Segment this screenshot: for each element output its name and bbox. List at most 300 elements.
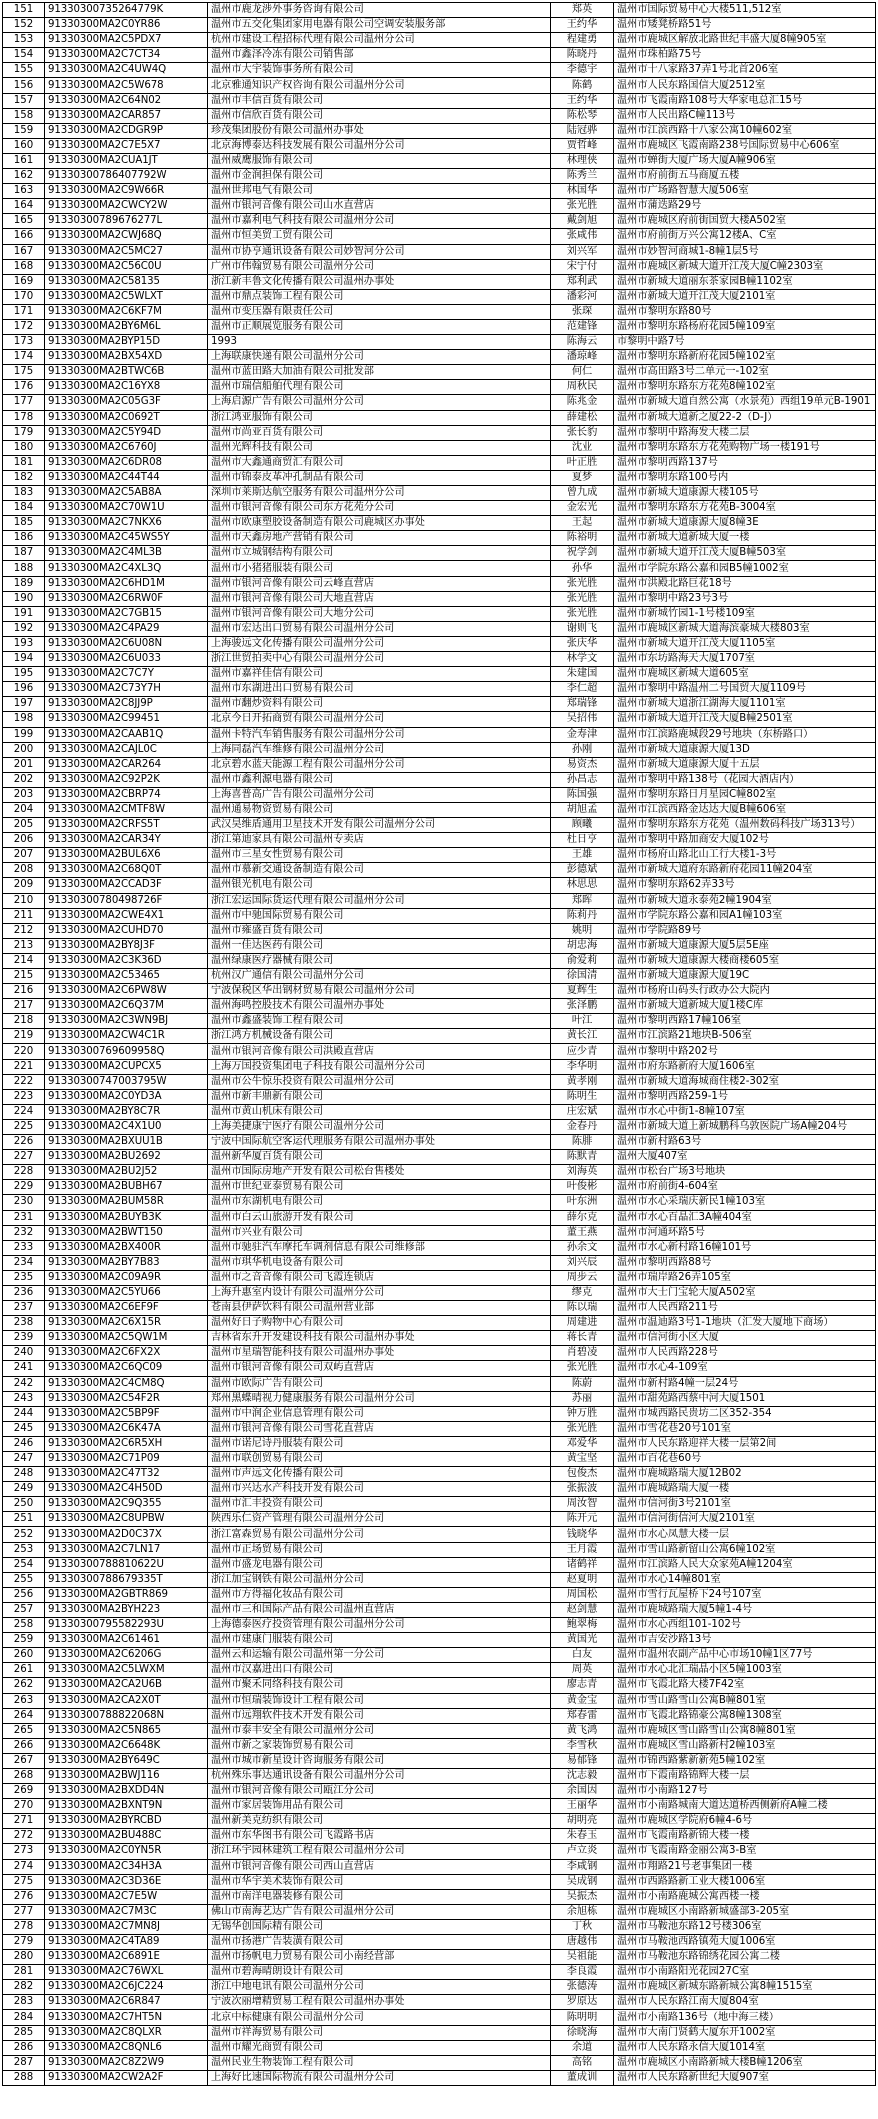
legal-person-cell: 余旭栋: [551, 1904, 614, 1919]
company-name-cell: 温州市兴达水产科技开发有限公司: [208, 1482, 551, 1497]
table-row: [3, 1618, 876, 1633]
legal-person-cell: 何仁: [551, 365, 614, 380]
table-row: [3, 1980, 876, 1995]
row-number-cell: 167: [3, 244, 45, 259]
row-number-cell: 264: [3, 1708, 45, 1723]
legal-person-cell: 应少青: [551, 1044, 614, 1059]
row-number-cell: 278: [3, 1919, 45, 1934]
row-number-cell: 160: [3, 138, 45, 153]
row-number-cell: 153: [3, 33, 45, 48]
table-row: [3, 274, 876, 289]
company-name-cell: 温州市中润企业信息管理有限公司: [208, 1406, 551, 1421]
credit-code-cell: 91330300MA2CWJ68Q: [45, 229, 208, 244]
table-row: [3, 938, 876, 953]
legal-person-cell: 俞爱莉: [551, 953, 614, 968]
company-name-cell: 温州市欧际广告有限公司: [208, 1376, 551, 1391]
row-number-cell: 285: [3, 2025, 45, 2040]
legal-person-cell: 张德涛: [551, 1980, 614, 1995]
company-name-cell: 温州市家居装饰用品有限公司: [208, 1799, 551, 1814]
table-body: [3, 3, 876, 2086]
legal-person-cell: 王起: [551, 516, 614, 531]
legal-person-cell: 曾九成: [551, 486, 614, 501]
company-name-cell: 上海骏远文化传播有限公司温州分公司: [208, 636, 551, 651]
legal-person-cell: 余道: [551, 2040, 614, 2055]
address-cell: 温州市飞霞北路锦豪公寓8幢1308室: [614, 1708, 876, 1723]
company-name-cell: 温州市之音音像有限公司飞霞连锁店: [208, 1270, 551, 1285]
table-row: [3, 1361, 876, 1376]
company-name-cell: 温州市中驰国际贸易有限公司: [208, 908, 551, 923]
row-number-cell: 244: [3, 1406, 45, 1421]
credit-code-cell: 91330300MA2BX400R: [45, 1240, 208, 1255]
table-row: [3, 1497, 876, 1512]
credit-code-cell: 91330300MA2C92P2K: [45, 772, 208, 787]
table-row: [3, 1301, 876, 1316]
legal-person-cell: 郑瑞锋: [551, 697, 614, 712]
credit-code-cell: 91330300MA2CA2X0T: [45, 1693, 208, 1708]
legal-person-cell: 薛建松: [551, 410, 614, 425]
address-cell: 温州市新城大道自然公寓（水景苑）西组19单元B-1901: [614, 395, 876, 410]
legal-person-cell: 白友: [551, 1648, 614, 1663]
credit-code-cell: 91330300MA2C8QLXR: [45, 2025, 208, 2040]
company-name-cell: 温州市远翔软件技术开发有限公司: [208, 1708, 551, 1723]
legal-person-cell: 陈腓: [551, 1135, 614, 1150]
credit-code-cell: 91330300MA2C0YR86: [45, 18, 208, 33]
legal-person-cell: 李良霞: [551, 1965, 614, 1980]
credit-code-cell: 91330300MA2C64N02: [45, 93, 208, 108]
table-row: [3, 546, 876, 561]
address-cell: 温州市水心新村路16幢101号: [614, 1240, 876, 1255]
table-row: [3, 727, 876, 742]
row-number-cell: 200: [3, 742, 45, 757]
table-row: [3, 1738, 876, 1753]
credit-code-cell: 91330300MA2C6EF9F: [45, 1301, 208, 1316]
table-row: [3, 259, 876, 274]
credit-code-cell: 91330300MA2BYRCBD: [45, 1814, 208, 1829]
company-name-cell: 温州世邦电气有限公司: [208, 184, 551, 199]
address-cell: 温州市高田路3号二单元一-102室: [614, 365, 876, 380]
row-number-cell: 162: [3, 169, 45, 184]
table-row: [3, 1814, 876, 1829]
address-cell: 温州市水心14幢801室: [614, 1572, 876, 1587]
table-row: [3, 350, 876, 365]
credit-code-cell: 91330300MA2C7MN8J: [45, 1919, 208, 1934]
address-cell: 市黎明中路7号: [614, 335, 876, 350]
credit-code-cell: 91330300MA2C8Z2W9: [45, 2055, 208, 2070]
company-name-cell: 宁波次丽增精贸易工程有限公司温州办事处: [208, 1995, 551, 2010]
legal-person-cell: 钟万胜: [551, 1406, 614, 1421]
table-row: [3, 1391, 876, 1406]
company-name-cell: 上海升惠室内设计有限公司温州分公司: [208, 1285, 551, 1300]
row-number-cell: 205: [3, 818, 45, 833]
company-name-cell: 苍南县伊萨饮料有限公司温州营业部: [208, 1301, 551, 1316]
address-cell: 温州市府前街五马商厦五楼: [614, 169, 876, 184]
company-name-cell: 浙江中地电讯有限公司温州分公司: [208, 1980, 551, 1995]
credit-code-cell: 91330300MA2C4X1U0: [45, 1119, 208, 1134]
legal-person-cell: 金宏光: [551, 501, 614, 516]
address-cell: 温州市黎明东路东方花苑B-3004室: [614, 501, 876, 516]
credit-code-cell: 91330300MA2C16YX8: [45, 380, 208, 395]
company-name-cell: 温州市尚亚百货有限公司: [208, 425, 551, 440]
table-row: [3, 1255, 876, 1270]
row-number-cell: 252: [3, 1527, 45, 1542]
row-number-cell: 196: [3, 682, 45, 697]
table-row: [3, 380, 876, 395]
address-cell: 温州市飞霞南路新锦大楼一楼: [614, 1829, 876, 1844]
legal-person-cell: 张光胜: [551, 1421, 614, 1436]
credit-code-cell: 91330300786407792W: [45, 169, 208, 184]
company-name-cell: 温州市三星女性贸易有限公司: [208, 848, 551, 863]
address-cell: 温州市黎明西路88号: [614, 1255, 876, 1270]
credit-code-cell: 91330300MA2BU2692: [45, 1150, 208, 1165]
company-name-cell: 温州市锦泰皮革冲孔制品有限公司: [208, 470, 551, 485]
row-number-cell: 185: [3, 516, 45, 531]
row-number-cell: 262: [3, 1678, 45, 1693]
row-number-cell: 236: [3, 1285, 45, 1300]
table-row: [3, 1421, 876, 1436]
legal-person-cell: 金春丹: [551, 1119, 614, 1134]
legal-person-cell: 黄飞鸿: [551, 1723, 614, 1738]
company-name-cell: 温州市鼎点装饰工程有限公司: [208, 289, 551, 304]
legal-person-cell: 朱建国: [551, 667, 614, 682]
address-cell: 温州市黎明东路东方花苑8幢102室: [614, 380, 876, 395]
address-cell: 温州市新城大道康源大厦19C: [614, 969, 876, 984]
table-row: [3, 1089, 876, 1104]
company-name-cell: 温州市兴业有限公司: [208, 1225, 551, 1240]
credit-code-cell: 91330300MA2C8JJ9P: [45, 697, 208, 712]
row-number-cell: 251: [3, 1512, 45, 1527]
address-cell: 温州市水心中街1-8幢107室: [614, 1104, 876, 1119]
table-row: [3, 319, 876, 334]
credit-code-cell: 91330300MA2BU488C: [45, 1829, 208, 1844]
table-row: [3, 1210, 876, 1225]
table-row: [3, 2040, 876, 2055]
row-number-cell: 207: [3, 848, 45, 863]
company-name-cell: 温州市新之家装饰贸易有限公司: [208, 1738, 551, 1753]
table-row: [3, 878, 876, 893]
credit-code-cell: 91330300MA2C5N865: [45, 1723, 208, 1738]
row-number-cell: 157: [3, 93, 45, 108]
company-name-cell: 温州绿康医疗器械有限公司: [208, 953, 551, 968]
legal-person-cell: 吴振杰: [551, 1889, 614, 1904]
address-cell: 温州市新城竹园1-1号楼109室: [614, 606, 876, 621]
row-number-cell: 232: [3, 1225, 45, 1240]
row-number-cell: 223: [3, 1089, 45, 1104]
row-number-cell: 274: [3, 1859, 45, 1874]
credit-code-cell: 91330300MA2C34H3A: [45, 1859, 208, 1874]
row-number-cell: 275: [3, 1874, 45, 1889]
credit-code-cell: 91330300MA2C5YU66: [45, 1285, 208, 1300]
credit-code-cell: 91330300MA2C6QC09: [45, 1361, 208, 1376]
address-cell: 温州市小南路136号（地中海三楼）: [614, 2010, 876, 2025]
credit-code-cell: 91330300MA2C7E5W: [45, 1889, 208, 1904]
company-name-cell: 温州市雍盛百货有限公司: [208, 923, 551, 938]
row-number-cell: 286: [3, 2040, 45, 2055]
legal-person-cell: 胡旭孟: [551, 802, 614, 817]
address-cell: 温州市黎明中路温州二号国贸大厦1109号: [614, 682, 876, 697]
company-name-cell: 温州市银河音像有限公司云峰直营店: [208, 576, 551, 591]
table-row: [3, 108, 876, 123]
row-number-cell: 282: [3, 1980, 45, 1995]
row-number-cell: 156: [3, 78, 45, 93]
address-cell: 温州市黎明中路202号: [614, 1044, 876, 1059]
table-row: [3, 1557, 876, 1572]
address-cell: 温州市鹿城区小南路新城大楼B幢1206室: [614, 2055, 876, 2070]
credit-code-cell: 91330300MA2C7NKX6: [45, 516, 208, 531]
address-cell: 温州市河通环路5号: [614, 1225, 876, 1240]
legal-person-cell: 王雄: [551, 848, 614, 863]
legal-person-cell: 陈默青: [551, 1150, 614, 1165]
legal-person-cell: 陈海云: [551, 335, 614, 350]
credit-code-cell: 91330300MA2C6Q37M: [45, 999, 208, 1014]
credit-code-cell: 91330300MA2BU2J52: [45, 1165, 208, 1180]
company-name-cell: 温州市星瑞智能科技有限公司温州办事处: [208, 1346, 551, 1361]
company-name-cell: 温州市银河音像有限公司大地分公司: [208, 606, 551, 621]
row-number-cell: 260: [3, 1648, 45, 1663]
company-name-cell: 温州市鑫泽冷冻有限公司销售部: [208, 48, 551, 63]
legal-person-cell: 叶东洲: [551, 1195, 614, 1210]
credit-code-cell: 91330300MA2C0692T: [45, 410, 208, 425]
table-row: [3, 1285, 876, 1300]
table-row: [3, 78, 876, 93]
company-name-cell: 浙江环宇园林建筑工程有限公司温州分公司: [208, 1844, 551, 1859]
credit-code-cell: 91330300MA2CAR857: [45, 108, 208, 123]
address-cell: 温州市黎明西路259-1号: [614, 1089, 876, 1104]
legal-person-cell: 缪克: [551, 1285, 614, 1300]
address-cell: 温州市蝉街大厦广场大厦A幢906室: [614, 153, 876, 168]
address-cell: 温州市鹿城路瑞大厦5幢1-4号: [614, 1602, 876, 1617]
address-cell: 温州市水心凤慧大楼一层: [614, 1527, 876, 1542]
legal-person-cell: 范建锋: [551, 319, 614, 334]
credit-code-cell: 91330300MA2C6KF7M: [45, 304, 208, 319]
table-row: [3, 1753, 876, 1768]
legal-person-cell: 徐晓海: [551, 2025, 614, 2040]
legal-person-cell: 罗原达: [551, 1995, 614, 2010]
company-name-cell: 温州市声远文化传播有限公司: [208, 1467, 551, 1482]
table-row: [3, 2070, 876, 2085]
table-row: [3, 1995, 876, 2010]
address-cell: 温州市鹿城区学院府6幢4-6号: [614, 1814, 876, 1829]
legal-person-cell: 诸鹤祥: [551, 1557, 614, 1572]
company-name-cell: 温州通易物资贸易有限公司: [208, 802, 551, 817]
address-cell: 温州市新城大道开江茂大厦2101室: [614, 289, 876, 304]
table-row: [3, 787, 876, 802]
table-row: [3, 531, 876, 546]
credit-code-cell: 91330300MA2BXNT9N: [45, 1799, 208, 1814]
table-row: [3, 1074, 876, 1089]
company-name-cell: 温州威鹰服饰有限公司: [208, 153, 551, 168]
address-cell: 温州市西路路新工业大楼1006室: [614, 1874, 876, 1889]
table-row: [3, 1587, 876, 1602]
row-number-cell: 210: [3, 893, 45, 908]
legal-person-cell: 鲍翠梅: [551, 1618, 614, 1633]
legal-person-cell: 张光胜: [551, 199, 614, 214]
credit-code-cell: 91330300MA2C6206G: [45, 1648, 208, 1663]
address-cell: 温州市新城大道康源大厦5层5E座: [614, 938, 876, 953]
address-cell: 温州市信河街小区大厦: [614, 1331, 876, 1346]
legal-person-cell: 余国因: [551, 1784, 614, 1799]
table-row: [3, 1104, 876, 1119]
table-row: [3, 1376, 876, 1391]
address-cell: 温州市黎明中路23号3号: [614, 591, 876, 606]
legal-person-cell: 丁秋: [551, 1919, 614, 1934]
credit-code-cell: 91330300MA2BXDD4N: [45, 1784, 208, 1799]
row-number-cell: 209: [3, 878, 45, 893]
table-row: [3, 1225, 876, 1240]
row-number-cell: 227: [3, 1150, 45, 1165]
address-cell: 温州市吉安沙路13号: [614, 1633, 876, 1648]
legal-person-cell: 张振波: [551, 1482, 614, 1497]
table-row: [3, 1482, 876, 1497]
legal-person-cell: 陈鹤: [551, 78, 614, 93]
legal-person-cell: 陈莉丹: [551, 908, 614, 923]
legal-person-cell: 叶俊彬: [551, 1180, 614, 1195]
company-name-cell: 珍茂集团股份有限公司温州办事处: [208, 123, 551, 138]
row-number-cell: 172: [3, 319, 45, 334]
company-name-cell: 宁波保税区华出钢材贸易有限公司温州分公司: [208, 984, 551, 999]
company-name-cell: 温州好日子购物中心有限公司: [208, 1316, 551, 1331]
address-cell: 温州市黎明中路138号（花园大酒店内）: [614, 772, 876, 787]
address-cell: 温州市马鞍池东路12号楼306室: [614, 1919, 876, 1934]
legal-person-cell: 张长豹: [551, 425, 614, 440]
table-row: [3, 365, 876, 380]
credit-code-cell: 91330300MA2CA2U6B: [45, 1678, 208, 1693]
address-cell: 温州市人民东路新世纪大厦907室: [614, 2070, 876, 2085]
legal-person-cell: 张光胜: [551, 606, 614, 621]
company-name-cell: 温州市天鑫房地产营销有限公司: [208, 531, 551, 546]
address-cell: 温州市江滨路人民大众家苑A幢1204室: [614, 1557, 876, 1572]
row-number-cell: 234: [3, 1255, 45, 1270]
legal-person-cell: 蒋长青: [551, 1331, 614, 1346]
table-row: [3, 470, 876, 485]
address-cell: 温州市飞霞南路金丽公寓3-B室: [614, 1844, 876, 1859]
table-row: [3, 1950, 876, 1965]
address-cell: 温州市人民出路C幢113号: [614, 108, 876, 123]
row-number-cell: 265: [3, 1723, 45, 1738]
legal-person-cell: 沈志毅: [551, 1768, 614, 1783]
row-number-cell: 266: [3, 1738, 45, 1753]
legal-person-cell: 孙华: [551, 561, 614, 576]
company-registry-table: [2, 2, 876, 2086]
table-row: [3, 1014, 876, 1029]
address-cell: 温州市黎明东路100号内: [614, 470, 876, 485]
address-cell: 温州市鹿城路瑞大厦一楼: [614, 1482, 876, 1497]
credit-code-cell: 91330300MA2C3WN9BJ: [45, 1014, 208, 1029]
table-row: [3, 1829, 876, 1844]
company-name-cell: 温州市祥海贸易有限公司: [208, 2025, 551, 2040]
table-row: [3, 1572, 876, 1587]
address-cell: 温州市黎明东路62弄33号: [614, 878, 876, 893]
table-row: [3, 697, 876, 712]
table-row: [3, 1165, 876, 1180]
row-number-cell: 204: [3, 802, 45, 817]
credit-code-cell: 91330300MA2C9Q355: [45, 1497, 208, 1512]
legal-person-cell: 林国华: [551, 184, 614, 199]
table-row: [3, 486, 876, 501]
credit-code-cell: 91330300MA2CAJL0C: [45, 742, 208, 757]
credit-code-cell: 91330300MA2C5W678: [45, 78, 208, 93]
company-name-cell: 温州光辉科技有限公司: [208, 440, 551, 455]
legal-person-cell: 陈兆金: [551, 395, 614, 410]
credit-code-cell: 91330300MA2C6PW8W: [45, 984, 208, 999]
legal-person-cell: 孙昌志: [551, 772, 614, 787]
table-row: [3, 667, 876, 682]
address-cell: 温州市新城大道新城大厦一楼: [614, 531, 876, 546]
legal-person-cell: 陈以瑞: [551, 1301, 614, 1316]
credit-code-cell: 91330300MA2CDGR9P: [45, 123, 208, 138]
address-cell: 温州市小南路城南大道达道桥西侧新府A幢二楼: [614, 1799, 876, 1814]
credit-code-cell: 91330300MA2C6JC224: [45, 1980, 208, 1995]
company-name-cell: 温州市正顺展览服务有限公司: [208, 319, 551, 334]
row-number-cell: 230: [3, 1195, 45, 1210]
company-name-cell: 温州银光机电有限公司: [208, 878, 551, 893]
table-row: [3, 606, 876, 621]
legal-person-cell: 黄长江: [551, 1029, 614, 1044]
company-name-cell: 温州市建康门服装有限公司: [208, 1633, 551, 1648]
credit-code-cell: 91330300MA2CUHD70: [45, 923, 208, 938]
row-number-cell: 221: [3, 1059, 45, 1074]
legal-person-cell: 张庆华: [551, 636, 614, 651]
address-cell: 温州市飞霞南路108号大华家电总汇15号: [614, 93, 876, 108]
legal-person-cell: 郑英: [551, 3, 614, 18]
row-number-cell: 261: [3, 1663, 45, 1678]
row-number-cell: 199: [3, 727, 45, 742]
address-cell: 温州市鹿城区新城大道开江茂大厦C幢2303室: [614, 259, 876, 274]
legal-person-cell: 刘兴军: [551, 244, 614, 259]
company-name-cell: 温州市扬帆电力贸易有限公司小南经营部: [208, 1950, 551, 1965]
row-number-cell: 247: [3, 1452, 45, 1467]
table-row: [3, 199, 876, 214]
company-name-cell: 陕西乐仁资产管理有限公司温州分公司: [208, 1512, 551, 1527]
credit-code-cell: 91330300MA2C4PA29: [45, 621, 208, 636]
credit-code-cell: 91330300MA2C6891E: [45, 1950, 208, 1965]
table-row: [3, 591, 876, 606]
address-cell: 温州市新城大道新城大厦1楼C库: [614, 999, 876, 1014]
row-number-cell: 215: [3, 969, 45, 984]
table-row: [3, 516, 876, 531]
credit-code-cell: 91330300MA2C54F2R: [45, 1391, 208, 1406]
company-name-cell: 温州市鹿龙涉外事务咨询有限公司: [208, 3, 551, 18]
table-row: [3, 1874, 876, 1889]
row-number-cell: 267: [3, 1753, 45, 1768]
address-cell: 温州市人民东路江南大厦804室: [614, 1995, 876, 2010]
table-row: [3, 1708, 876, 1723]
company-name-cell: 温州市恒瑞装饰设计工程有限公司: [208, 1693, 551, 1708]
address-cell: 温州市黎明东路新府花园5幢102室: [614, 350, 876, 365]
credit-code-cell: 91330300MA2C56C0U: [45, 259, 208, 274]
row-number-cell: 161: [3, 153, 45, 168]
company-name-cell: 北京今日开拓商贸有限公司温州分公司: [208, 712, 551, 727]
table-row: [3, 1346, 876, 1361]
legal-person-cell: 吴祖能: [551, 1950, 614, 1965]
company-name-cell: 温州市银河音像有限公司雪花直营店: [208, 1421, 551, 1436]
legal-person-cell: 薛尔克: [551, 1210, 614, 1225]
address-cell: 温州市雪花巷20号101室: [614, 1421, 876, 1436]
company-name-cell: 北京中标健康有限公司温州分公司: [208, 2010, 551, 2025]
company-name-cell: 温州市五交化集团家用电器有限公司空调安装服务部: [208, 18, 551, 33]
row-number-cell: 214: [3, 953, 45, 968]
row-number-cell: 159: [3, 123, 45, 138]
table-row: [3, 1542, 876, 1557]
company-name-cell: 温州市汇丰投资有限公司: [208, 1497, 551, 1512]
legal-person-cell: 刘海英: [551, 1165, 614, 1180]
credit-code-cell: 91330300MA2C6HD1M: [45, 576, 208, 591]
credit-code-cell: 91330300MA2GBTR869: [45, 1587, 208, 1602]
row-number-cell: 243: [3, 1391, 45, 1406]
legal-person-cell: 唐越伟: [551, 1935, 614, 1950]
legal-person-cell: 金寿津: [551, 727, 614, 742]
table-row: [3, 923, 876, 938]
credit-code-cell: 91330300MA2C99451: [45, 712, 208, 727]
